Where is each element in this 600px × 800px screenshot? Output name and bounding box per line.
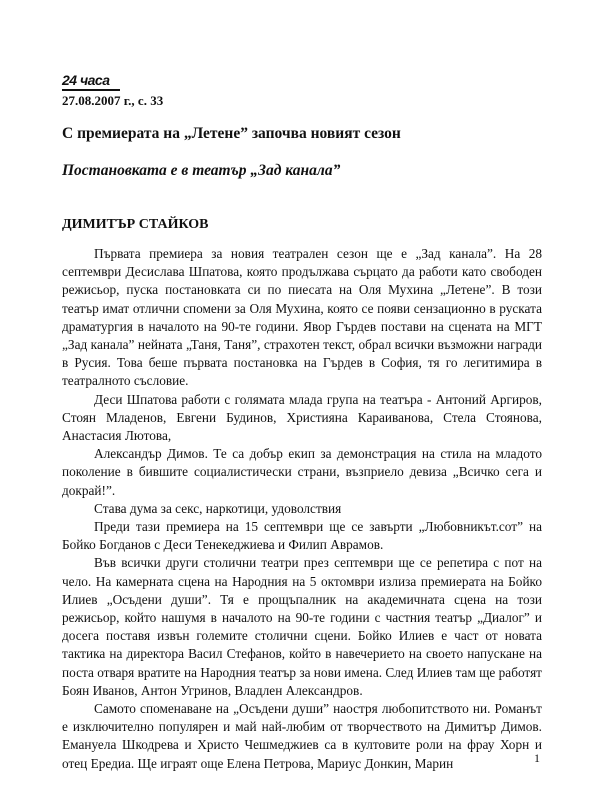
paragraph: Във всички други столични театри през септември ще се репетира с пот на чело. На камерната сцена на Народния на 5 октомври излиза премиерата на Бойко Илиев „Осъдени души”. Тя е прощъпалник на академичната сцена на този режисьор, който нашумя в началото на 90-те години с частния театър „Диалог” и досега поставя извън големите столични сцени. Бойко Илиев е част от новата тактика на директора Васил Стефанов, който в навечерието на своето напускане на поста отваря вратите на Народния театър за нови имена. След Илиев там ще работят Боян Иванов, Антон Угринов, Владлен Александров. bbox=[62, 555, 542, 698]
paragraph: Самото споменаване на „Осъдени души” наостря любопитството ни. Романът е изключително популярен и май най-любим от творчеството на Димитър Димов. Емануела Шкодрева и Христо Чешмеджиев са в култовите роли на фрау Хорн и отец Ередиа. Ще играят още Елена Петрова, Мариус Донкин, Марин bbox=[62, 701, 542, 771]
newspaper-logo: 24 часа bbox=[62, 72, 110, 88]
paragraph: Става дума за секс, наркотици, удоволствия bbox=[94, 500, 342, 516]
paragraph: Деси Шпатова работи с голямата млада група на театъра - Антоний Аргиров, Стоян Младенов, Евгени Будинов, Християна Караиванова, Стела Стоянова, Анастасия Лютова, bbox=[62, 391, 542, 444]
article-title: С премиерата на „Летене” започва новият сезон bbox=[62, 125, 401, 142]
paragraph: Преди тази премиера на 15 септември ще се завърти „Любовникът.сот” на Бойко Богданов с Деси Тенекеджиева и Филип Аврамов. bbox=[62, 519, 542, 553]
date-line: 27.08.2007 г., с. 33 bbox=[62, 93, 164, 108]
paragraph: Александър Димов. Те са добър екип за демонстрация на стила на младото поколение в бившите социалистически страни, възприело девиза „Всичко сега и докрай!”. bbox=[62, 446, 542, 498]
page-number: 1 bbox=[534, 751, 540, 765]
article-body bbox=[62, 245, 542, 773]
paragraph: Първата премиера за новия театрален сезон ще е „Зад канала”. На 28 септември Десислава Шпатова, която продължава сърцато да работи като свободен режисьор, пуска постановката си по пиесата на Оля Мухина „Летене”. В този театър имат отлични спомени за Оля Мухина, която се появи сензационно в руската драматургия в началото на 90-те години. Явор Гърдев постави на сцената на МГТ „Зад канала” нейната „Таня, Таня”, страхотен текст, обрал всички възможни награди в Русия. Това беше първата постановка на Гърдев в София, тя го легитимира в театралното съсловие. bbox=[62, 246, 542, 389]
article-author: ДИМИТЪР СТАЙКОВ bbox=[62, 217, 209, 232]
logo-underline bbox=[62, 89, 120, 91]
article-subtitle: Постановката е в театър „Зад канала” bbox=[62, 162, 341, 179]
